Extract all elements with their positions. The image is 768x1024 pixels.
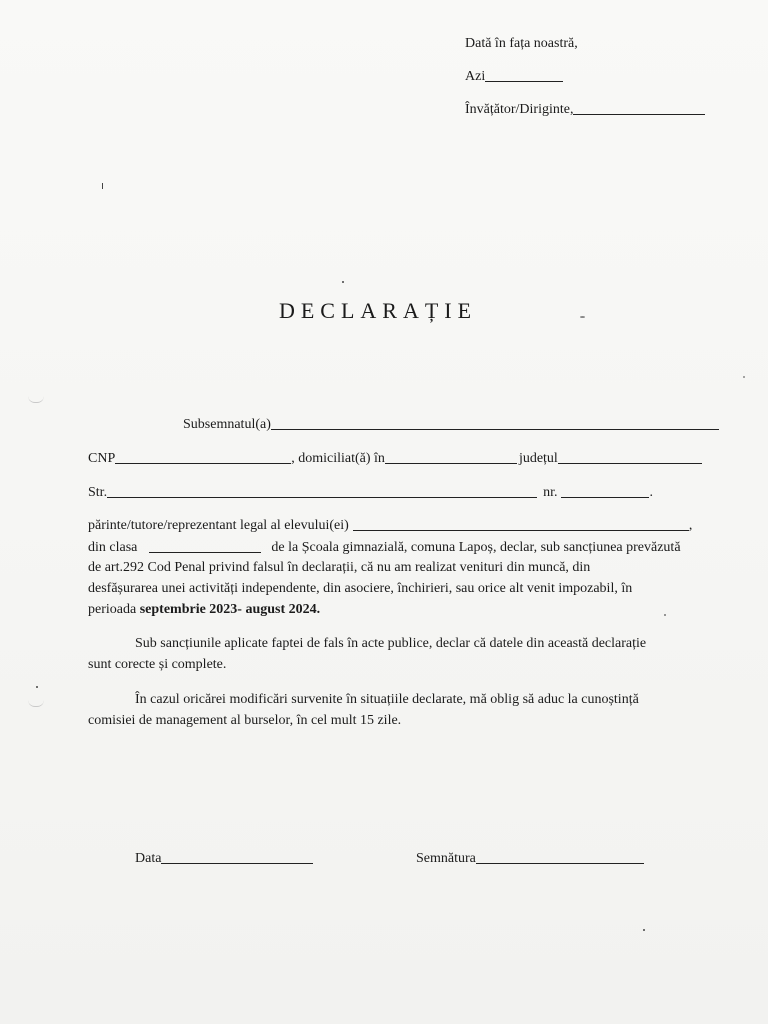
header-line-1: Dată în fața noastră, bbox=[465, 36, 578, 51]
str-blank bbox=[107, 484, 537, 498]
para3-line2: comisiei de management al burselor, în cel mult 15 zile. bbox=[88, 713, 402, 728]
perioada-bold: septembrie 2023- august 2024. bbox=[139, 602, 321, 617]
parinte-blank bbox=[353, 517, 689, 531]
subsemnatul-label: Subsemnatul(a) bbox=[183, 417, 271, 432]
clasa-text: de la Școala gimnazială, comuna Lapoș, declar, sub sancțiunea prevăzută bbox=[271, 540, 681, 555]
scan-speck bbox=[36, 686, 38, 688]
punch-mark-bottom bbox=[28, 700, 44, 707]
parinte-end: , bbox=[688, 518, 693, 533]
punch-mark-top bbox=[28, 396, 44, 403]
invatator-blank bbox=[573, 101, 705, 115]
data-row bbox=[135, 850, 313, 867]
para2-line2: sunt corecte și complete. bbox=[88, 657, 227, 672]
scan-speck bbox=[102, 183, 103, 189]
invatator-label: Învățător/Diriginte, bbox=[465, 102, 574, 117]
azi-label: Azi bbox=[465, 69, 486, 84]
subsemnatul-row bbox=[183, 416, 719, 433]
desf-line: desfășurarea unei activități independente, din asociere, închirieri, sau orice alt venit impozabil, în bbox=[88, 581, 633, 596]
data-blank bbox=[161, 850, 313, 864]
header-line-2 bbox=[465, 68, 563, 85]
scan-speck bbox=[664, 614, 666, 616]
semnatura-row bbox=[416, 850, 644, 867]
page-title bbox=[0, 298, 768, 324]
semnatura-blank bbox=[476, 850, 644, 864]
art-line: de art.292 Cod Penal privind falsul în declarații, că nu am realizat venituri din muncă, din bbox=[88, 560, 591, 575]
subsemnatul-blank bbox=[271, 416, 719, 430]
str-row bbox=[88, 484, 653, 501]
para2-line1: Sub sancțiunile aplicate faptei de fals în acte publice, declar că datele din această declarație bbox=[135, 636, 647, 651]
nr-label: nr. bbox=[543, 485, 558, 500]
cnp-label: CNP bbox=[88, 451, 116, 466]
cnp-row bbox=[88, 450, 702, 467]
scan-speck bbox=[743, 376, 745, 378]
data-label: Data bbox=[135, 851, 162, 866]
judet-label: județul bbox=[518, 451, 558, 466]
clasa-row bbox=[88, 539, 681, 556]
para3-line1: În cazul oricărei modificări survenite în situațiile declarate, mă oblig să aduc la cunoștință bbox=[135, 692, 639, 707]
perioada-prefix: perioada bbox=[88, 602, 137, 617]
clasa-blank bbox=[149, 539, 261, 553]
scan-speck bbox=[342, 281, 344, 283]
parinte-label: părinte/tutore/reprezentant legal al elevului(ei) bbox=[88, 518, 349, 533]
perioada-line bbox=[88, 602, 320, 618]
parinte-row bbox=[88, 517, 692, 534]
clasa-label: din clasa bbox=[88, 540, 138, 555]
domiciliat-blank bbox=[385, 450, 517, 464]
domiciliat-label: , domiciliat(ă) în bbox=[291, 451, 385, 466]
str-label: Str. bbox=[88, 485, 108, 500]
semnatura-label: Semnătura bbox=[416, 851, 476, 866]
judet-blank bbox=[558, 450, 702, 464]
scan-speck bbox=[643, 929, 645, 931]
nr-blank bbox=[561, 484, 649, 498]
scan-speck bbox=[580, 316, 585, 318]
header-line-3 bbox=[465, 101, 705, 118]
nr-end: . bbox=[649, 485, 653, 500]
page-title-text: DECLARAȚIE bbox=[278, 298, 478, 323]
cnp-blank bbox=[115, 450, 291, 464]
azi-blank bbox=[485, 68, 563, 82]
